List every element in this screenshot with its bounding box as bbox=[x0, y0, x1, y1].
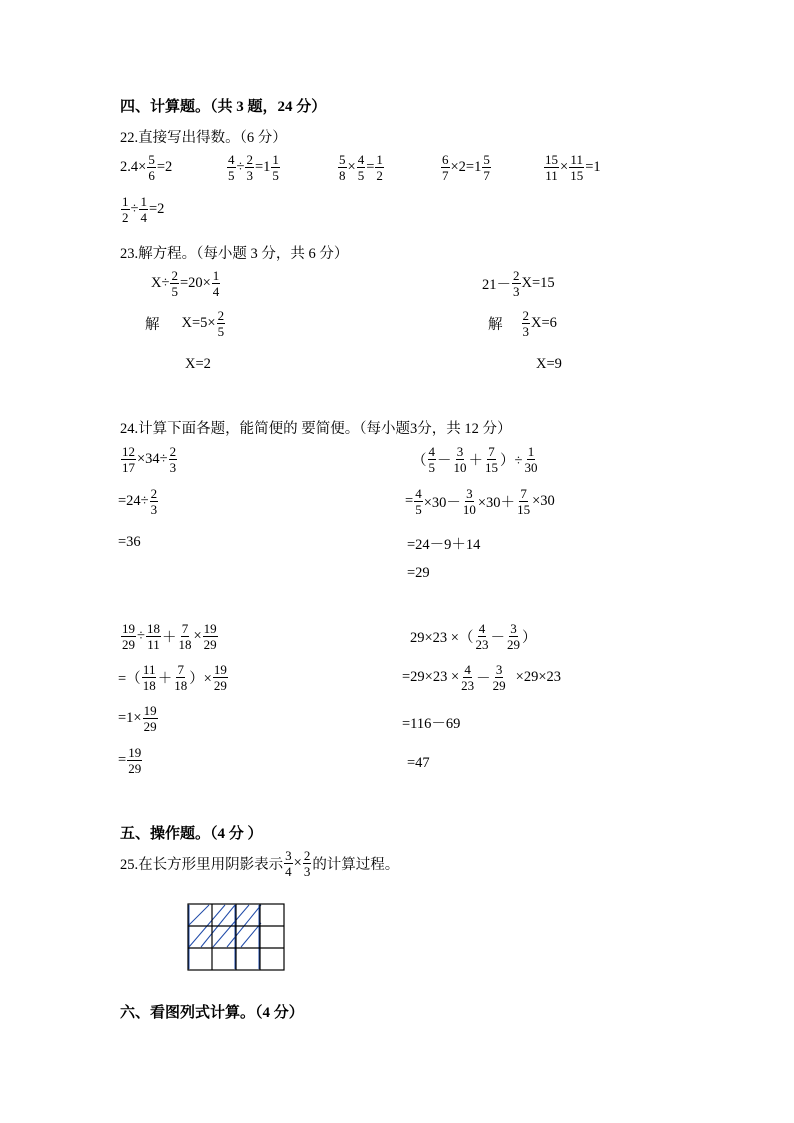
denominator: 29 bbox=[128, 761, 142, 776]
denominator: 4 bbox=[285, 864, 292, 879]
fraction bbox=[217, 308, 226, 339]
denominator: 17 bbox=[122, 460, 135, 475]
math-text: X÷ bbox=[151, 275, 170, 291]
denominator: 29 bbox=[492, 678, 506, 693]
numerator: 5 bbox=[148, 152, 155, 167]
fraction bbox=[569, 152, 584, 183]
numerator: 3 bbox=[466, 486, 473, 501]
numerator: 4 bbox=[478, 621, 486, 636]
denominator: 5 bbox=[217, 324, 225, 339]
q22-item-3 bbox=[337, 152, 385, 183]
section-4-heading: 四、计算题。（共 3 题，24 分） bbox=[120, 99, 327, 115]
numerator: 7 bbox=[488, 444, 495, 459]
fraction bbox=[170, 268, 179, 299]
denominator: 5 bbox=[171, 284, 178, 299]
math-text: X=6 bbox=[531, 315, 557, 331]
math-text: =20× bbox=[179, 275, 211, 291]
denominator: 18 bbox=[178, 637, 192, 652]
denominator: 30 bbox=[524, 460, 538, 475]
numerator: 2 bbox=[171, 268, 178, 283]
q24-p1-line-1 bbox=[120, 444, 178, 475]
q24-p3-line-1 bbox=[120, 621, 219, 652]
math-text: = bbox=[118, 752, 127, 768]
math-text: 21－ bbox=[482, 277, 511, 293]
numerator: 3 bbox=[456, 444, 464, 459]
denominator: 5 bbox=[415, 502, 422, 517]
math-text: － bbox=[490, 630, 505, 646]
fraction bbox=[213, 662, 228, 693]
numerator: 4 bbox=[415, 486, 422, 501]
numerator: 4 bbox=[228, 152, 235, 167]
q24-p1-line-2 bbox=[118, 486, 159, 517]
math-text: = bbox=[405, 493, 414, 509]
numerator: 5 bbox=[483, 152, 490, 167]
q24-p4-line-3: =116－69 bbox=[402, 716, 461, 732]
math-text: ＋ bbox=[161, 630, 177, 646]
numerator: 2 bbox=[246, 152, 253, 167]
numerator: 2 bbox=[150, 486, 158, 501]
fraction bbox=[522, 308, 531, 339]
numerator: 19 bbox=[213, 662, 227, 677]
numerator: 19 bbox=[143, 703, 157, 718]
q24-p4-line-4: =47 bbox=[407, 755, 430, 771]
numerator: 5 bbox=[339, 152, 346, 167]
numerator: 3 bbox=[285, 848, 292, 863]
denominator: 4 bbox=[140, 210, 147, 225]
denominator: 15 bbox=[570, 168, 584, 183]
numerator: 1 bbox=[122, 194, 129, 209]
numerator: 2 bbox=[169, 444, 177, 459]
numerator: 19 bbox=[122, 621, 135, 636]
q24-p3-line-4 bbox=[118, 745, 143, 776]
math-text: 解 bbox=[145, 317, 160, 333]
fraction bbox=[482, 152, 491, 183]
q23b-line-1 bbox=[482, 268, 555, 299]
q24-p3-line-3 bbox=[118, 703, 159, 734]
math-text: 解 bbox=[488, 317, 503, 333]
fraction bbox=[121, 621, 136, 652]
denominator: 5 bbox=[428, 460, 435, 475]
denominator: 29 bbox=[203, 637, 217, 652]
denominator: 23 bbox=[461, 678, 475, 693]
math-text: × bbox=[193, 628, 202, 644]
section-5-heading: 五、操作题。（4 分 ） bbox=[120, 826, 263, 842]
fraction bbox=[147, 152, 156, 183]
fraction bbox=[428, 444, 437, 475]
numerator: 2 bbox=[303, 848, 311, 863]
denominator: 3 bbox=[246, 168, 253, 183]
fraction bbox=[284, 848, 293, 879]
shade-lines bbox=[189, 905, 261, 969]
fraction bbox=[245, 152, 254, 183]
fraction bbox=[492, 662, 507, 693]
fraction bbox=[203, 621, 218, 652]
math-text: ×30 bbox=[532, 493, 555, 509]
fraction bbox=[484, 444, 499, 475]
math-text: = bbox=[366, 159, 375, 175]
fraction bbox=[271, 152, 280, 183]
fraction bbox=[441, 152, 450, 183]
denominator: 15 bbox=[517, 502, 531, 517]
numerator: 6 bbox=[442, 152, 449, 167]
numerator: 19 bbox=[203, 621, 217, 636]
q24-p2-line-3: =24－9＋14 bbox=[407, 537, 481, 553]
denominator: 5 bbox=[357, 168, 365, 183]
q22-item-2 bbox=[226, 152, 281, 183]
fraction bbox=[143, 703, 158, 734]
denominator: 2 bbox=[376, 168, 383, 183]
denominator: 2 bbox=[122, 210, 129, 225]
shaded-rectangle-grid bbox=[187, 903, 285, 971]
denominator: 23 bbox=[475, 637, 489, 652]
q25-text bbox=[120, 848, 399, 879]
fraction bbox=[460, 662, 475, 693]
fraction bbox=[121, 444, 136, 475]
q23a-line-1 bbox=[151, 268, 221, 299]
fraction bbox=[173, 662, 188, 693]
denominator: 11 bbox=[545, 168, 558, 183]
math-text: ×2=1 bbox=[450, 159, 482, 175]
denominator: 29 bbox=[143, 719, 157, 734]
q24-p1-line-3: =36 bbox=[118, 534, 141, 550]
math-text: ×30－ bbox=[423, 495, 461, 511]
math-text: × bbox=[560, 159, 569, 175]
numerator: 2 bbox=[513, 268, 520, 283]
denominator: 15 bbox=[485, 460, 498, 475]
denominator: 3 bbox=[522, 324, 529, 339]
q22-item-1 bbox=[120, 152, 172, 183]
denominator: 3 bbox=[169, 460, 177, 475]
numerator: 19 bbox=[128, 745, 142, 760]
q23a-line-2 bbox=[145, 308, 226, 339]
denominator: 29 bbox=[506, 637, 520, 652]
math-text: =29×23 × bbox=[402, 669, 460, 685]
denominator: 5 bbox=[228, 168, 235, 183]
numerator: 1 bbox=[527, 444, 535, 459]
fraction bbox=[142, 662, 157, 693]
numerator: 3 bbox=[495, 662, 503, 677]
q24-p2-line-2 bbox=[405, 486, 555, 517]
fraction bbox=[474, 621, 489, 652]
q23a-answer: X=2 bbox=[185, 356, 211, 372]
denominator: 6 bbox=[148, 168, 155, 183]
math-text: =（ bbox=[118, 671, 141, 687]
q24-p4-line-1 bbox=[410, 621, 536, 652]
fraction bbox=[357, 152, 366, 183]
fraction bbox=[453, 444, 468, 475]
denominator: 10 bbox=[453, 460, 467, 475]
denominator: 7 bbox=[483, 168, 490, 183]
math-text: ×29×23 bbox=[515, 669, 562, 685]
q24-p4-line-2 bbox=[402, 662, 561, 693]
numerator: 4 bbox=[464, 662, 471, 677]
denominator: 11 bbox=[147, 637, 160, 652]
fraction bbox=[139, 194, 148, 225]
math-text: ＋ bbox=[468, 453, 483, 469]
math-text: ÷ bbox=[236, 159, 245, 175]
math-text: － bbox=[476, 671, 491, 687]
denominator: 3 bbox=[513, 284, 520, 299]
fraction bbox=[127, 745, 142, 776]
fraction bbox=[212, 268, 221, 299]
math-text: × bbox=[347, 159, 356, 175]
numerator: 12 bbox=[122, 444, 135, 459]
denominator: 7 bbox=[442, 168, 449, 183]
math-text: ×30＋ bbox=[477, 495, 516, 511]
fraction bbox=[516, 486, 531, 517]
fraction bbox=[414, 486, 423, 517]
math-text: ）× bbox=[189, 671, 212, 687]
denominator: 18 bbox=[174, 678, 188, 693]
q22-item-5 bbox=[543, 152, 601, 183]
numerator: 4 bbox=[428, 444, 435, 459]
fraction bbox=[462, 486, 477, 517]
fraction bbox=[523, 444, 538, 475]
fraction bbox=[150, 486, 159, 517]
math-text: X=15 bbox=[521, 275, 555, 291]
math-text: =1× bbox=[118, 710, 142, 726]
grid-lines bbox=[188, 904, 284, 970]
denominator: 10 bbox=[462, 502, 476, 517]
math-text: =24÷ bbox=[118, 493, 149, 509]
numerator: 1 bbox=[272, 152, 279, 167]
q24-p3-line-2 bbox=[118, 662, 229, 693]
math-text: 29×23 ×（ bbox=[410, 630, 474, 646]
math-text: =2 bbox=[156, 159, 173, 175]
numerator: 2 bbox=[217, 308, 225, 323]
math-text: X=5× bbox=[181, 315, 216, 331]
denominator: 3 bbox=[150, 502, 158, 517]
fraction bbox=[506, 621, 521, 652]
numerator: 18 bbox=[146, 621, 160, 636]
numerator: 11 bbox=[570, 152, 583, 167]
fraction bbox=[544, 152, 559, 183]
q22-item-4 bbox=[440, 152, 492, 183]
math-text: 25.在长方形里用阴影表示 bbox=[120, 857, 284, 873]
fraction bbox=[375, 152, 384, 183]
q24-title: 24.计算下面各题，能简便的 要简便。（每小题3分，共 12 分） bbox=[120, 421, 512, 437]
fraction bbox=[303, 848, 312, 879]
numerator: 1 bbox=[140, 194, 147, 209]
denominator: 3 bbox=[303, 864, 311, 879]
denominator: 18 bbox=[142, 678, 156, 693]
q23b-answer: X=9 bbox=[536, 356, 562, 372]
math-text: × bbox=[293, 855, 302, 871]
math-text: ×34÷ bbox=[137, 451, 168, 467]
fraction bbox=[512, 268, 521, 299]
fraction bbox=[169, 444, 178, 475]
numerator: 1 bbox=[376, 152, 383, 167]
section-6-heading: 六、看图列式计算。（4 分） bbox=[120, 1005, 304, 1021]
math-text: =1 bbox=[585, 159, 601, 175]
math-text: =2 bbox=[148, 201, 165, 217]
fraction bbox=[177, 621, 192, 652]
fraction bbox=[121, 194, 130, 225]
denominator: 29 bbox=[122, 637, 135, 652]
numerator: 4 bbox=[357, 152, 365, 167]
math-text: 2.4× bbox=[120, 159, 147, 175]
math-text: ）÷ bbox=[500, 453, 523, 469]
math-text: ÷ bbox=[130, 201, 139, 217]
math-text: ） bbox=[521, 630, 537, 646]
math-text: － bbox=[437, 453, 452, 469]
denominator: 5 bbox=[272, 168, 279, 183]
math-text: ＋ bbox=[157, 671, 173, 687]
q23b-line-2 bbox=[488, 308, 557, 339]
fraction bbox=[338, 152, 347, 183]
math-text: （ bbox=[412, 453, 427, 469]
math-text: ÷ bbox=[137, 628, 145, 644]
fraction bbox=[146, 621, 161, 652]
q22-title: 22.直接写出得数。（6 分） bbox=[120, 130, 287, 146]
fraction bbox=[227, 152, 236, 183]
denominator: 8 bbox=[339, 168, 346, 183]
q22-item-6 bbox=[120, 194, 164, 225]
numerator: 7 bbox=[177, 662, 184, 677]
q23-title: 23.解方程。（每小题 3 分，共 6 分） bbox=[120, 246, 349, 262]
numerator: 7 bbox=[181, 621, 189, 636]
numerator: 15 bbox=[545, 152, 558, 167]
q24-p2-line-4: =29 bbox=[407, 565, 430, 581]
denominator: 4 bbox=[212, 284, 220, 299]
denominator: 29 bbox=[213, 678, 227, 693]
math-text: 的计算过程。 bbox=[312, 857, 400, 873]
q24-p2-line-1 bbox=[412, 444, 539, 475]
numerator: 11 bbox=[142, 662, 156, 677]
numerator: 3 bbox=[510, 621, 517, 636]
numerator: 2 bbox=[522, 308, 529, 323]
numerator: 1 bbox=[212, 268, 220, 283]
numerator: 7 bbox=[520, 486, 527, 501]
math-text: =1 bbox=[254, 159, 271, 175]
